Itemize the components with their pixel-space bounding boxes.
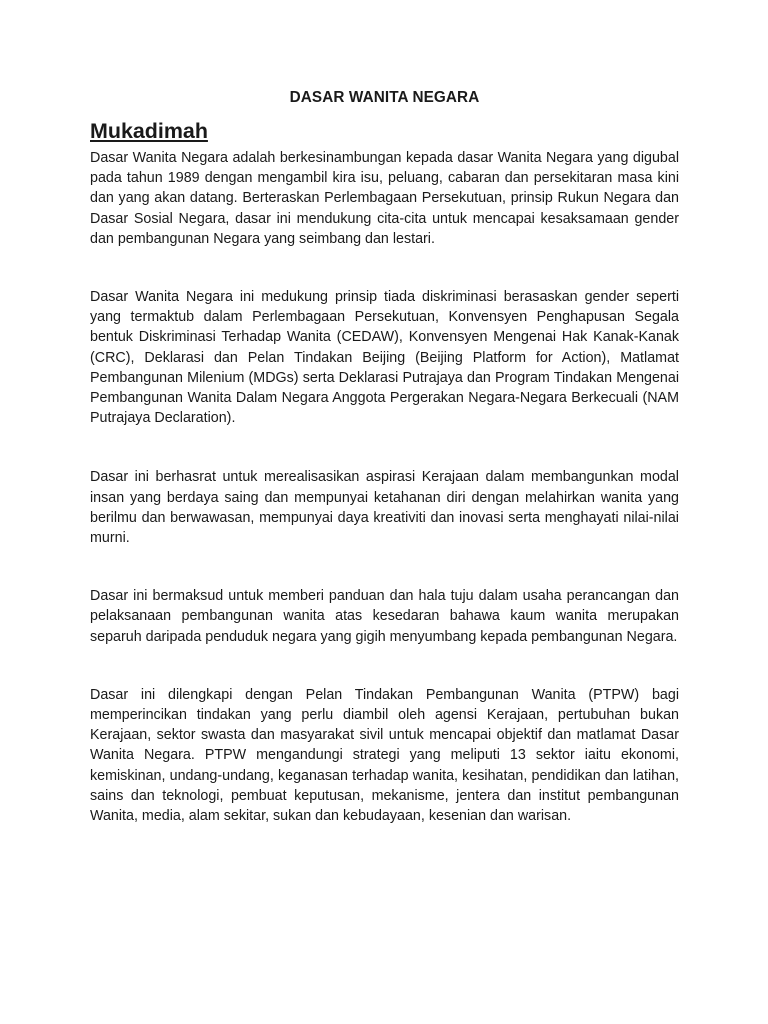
- paragraph-1: Dasar Wanita Negara adalah berkesinambungan kepada dasar Wanita Negara yang digubal pada tahun 1989 dengan mengambil kira isu, peluang, cabaran dan persekitaran masa kini dan yang akan datang. Berteraskan Perlembagaan Persekutuan, prinsip Rukun Negara dan Dasar Sosial Negara, dasar ini mendukung cita-cita untuk mencapai kesaksamaan gender dan pembangunan Negara yang seimbang dan lestari.: [90, 150, 679, 247]
- paragraph-4: Dasar ini bermaksud untuk memberi panduan dan hala tuju dalam usaha perancangan dan pelaksanaan pembangunan wanita atas kesedaran bahawa kaum wanita merupakan separuh daripada penduduk negara yang gigih menyumbang kepada pembangunan Negara.: [90, 588, 679, 645]
- paragraph-3: Dasar ini berhasrat untuk merealisasikan aspirasi Kerajaan dalam membangunkan modal insan yang berdaya saing dan mempunyai ketahanan diri dengan melahirkan wanita yang berilmu dan berwawasan, mempunyai daya kreativiti dan inovasi serta menghayati nilai-nilai murni.: [90, 469, 679, 547]
- document-page: [90, 88, 679, 826]
- paragraph-5: Dasar ini dilengkapi dengan Pelan Tindakan Pembangunan Wanita (PTPW) bagi memperincikan tindakan yang perlu diambil oleh agensi Kerajaan, pertubuhan bukan Kerajaan, sektor swasta dan masyarakat sivil untuk mencapai objektif dan matlamat Dasar Wanita Negara. PTPW mengandungi strategi yang meliputi 13 sektor iaitu ekonomi, kemiskinan, undang-undang, keganasan terhadap wanita, kesihatan, pendidikan dan latihan, sains dan teknologi, pembuat keputusan, mekanisme, jentera dan institut pembangunan Wanita, media, alam sekitar, sukan dan kebudayaan, kesenian dan warisan.: [90, 686, 679, 825]
- paragraph-2: Dasar Wanita Negara ini medukung prinsip tiada diskriminasi berasaskan gender seperti yang termaktub dalam Perlembagaan Persekutuan, Konvensyen Penghapusan Segala bentuk Diskriminasi Terhadap Wanita (CEDAW), Konvensyen Mengenai Hak Kanak-Kanak (CRC), Deklarasi dan Pelan Tindakan Beijing (Beijing Platform for Action), Matlamat Pembangunan Milenium (MDGs) serta Deklarasi Putrajaya dan Program Tindakan Mengenai Pembangunan Wanita Dalam Negara Anggota Pergerakan Negara-Negara Berkecuali (NAM Putrajaya Declaration).: [90, 289, 679, 427]
- section-heading: Mukadimah: [90, 119, 208, 143]
- document-title: DASAR WANITA NEGARA: [289, 89, 480, 106]
